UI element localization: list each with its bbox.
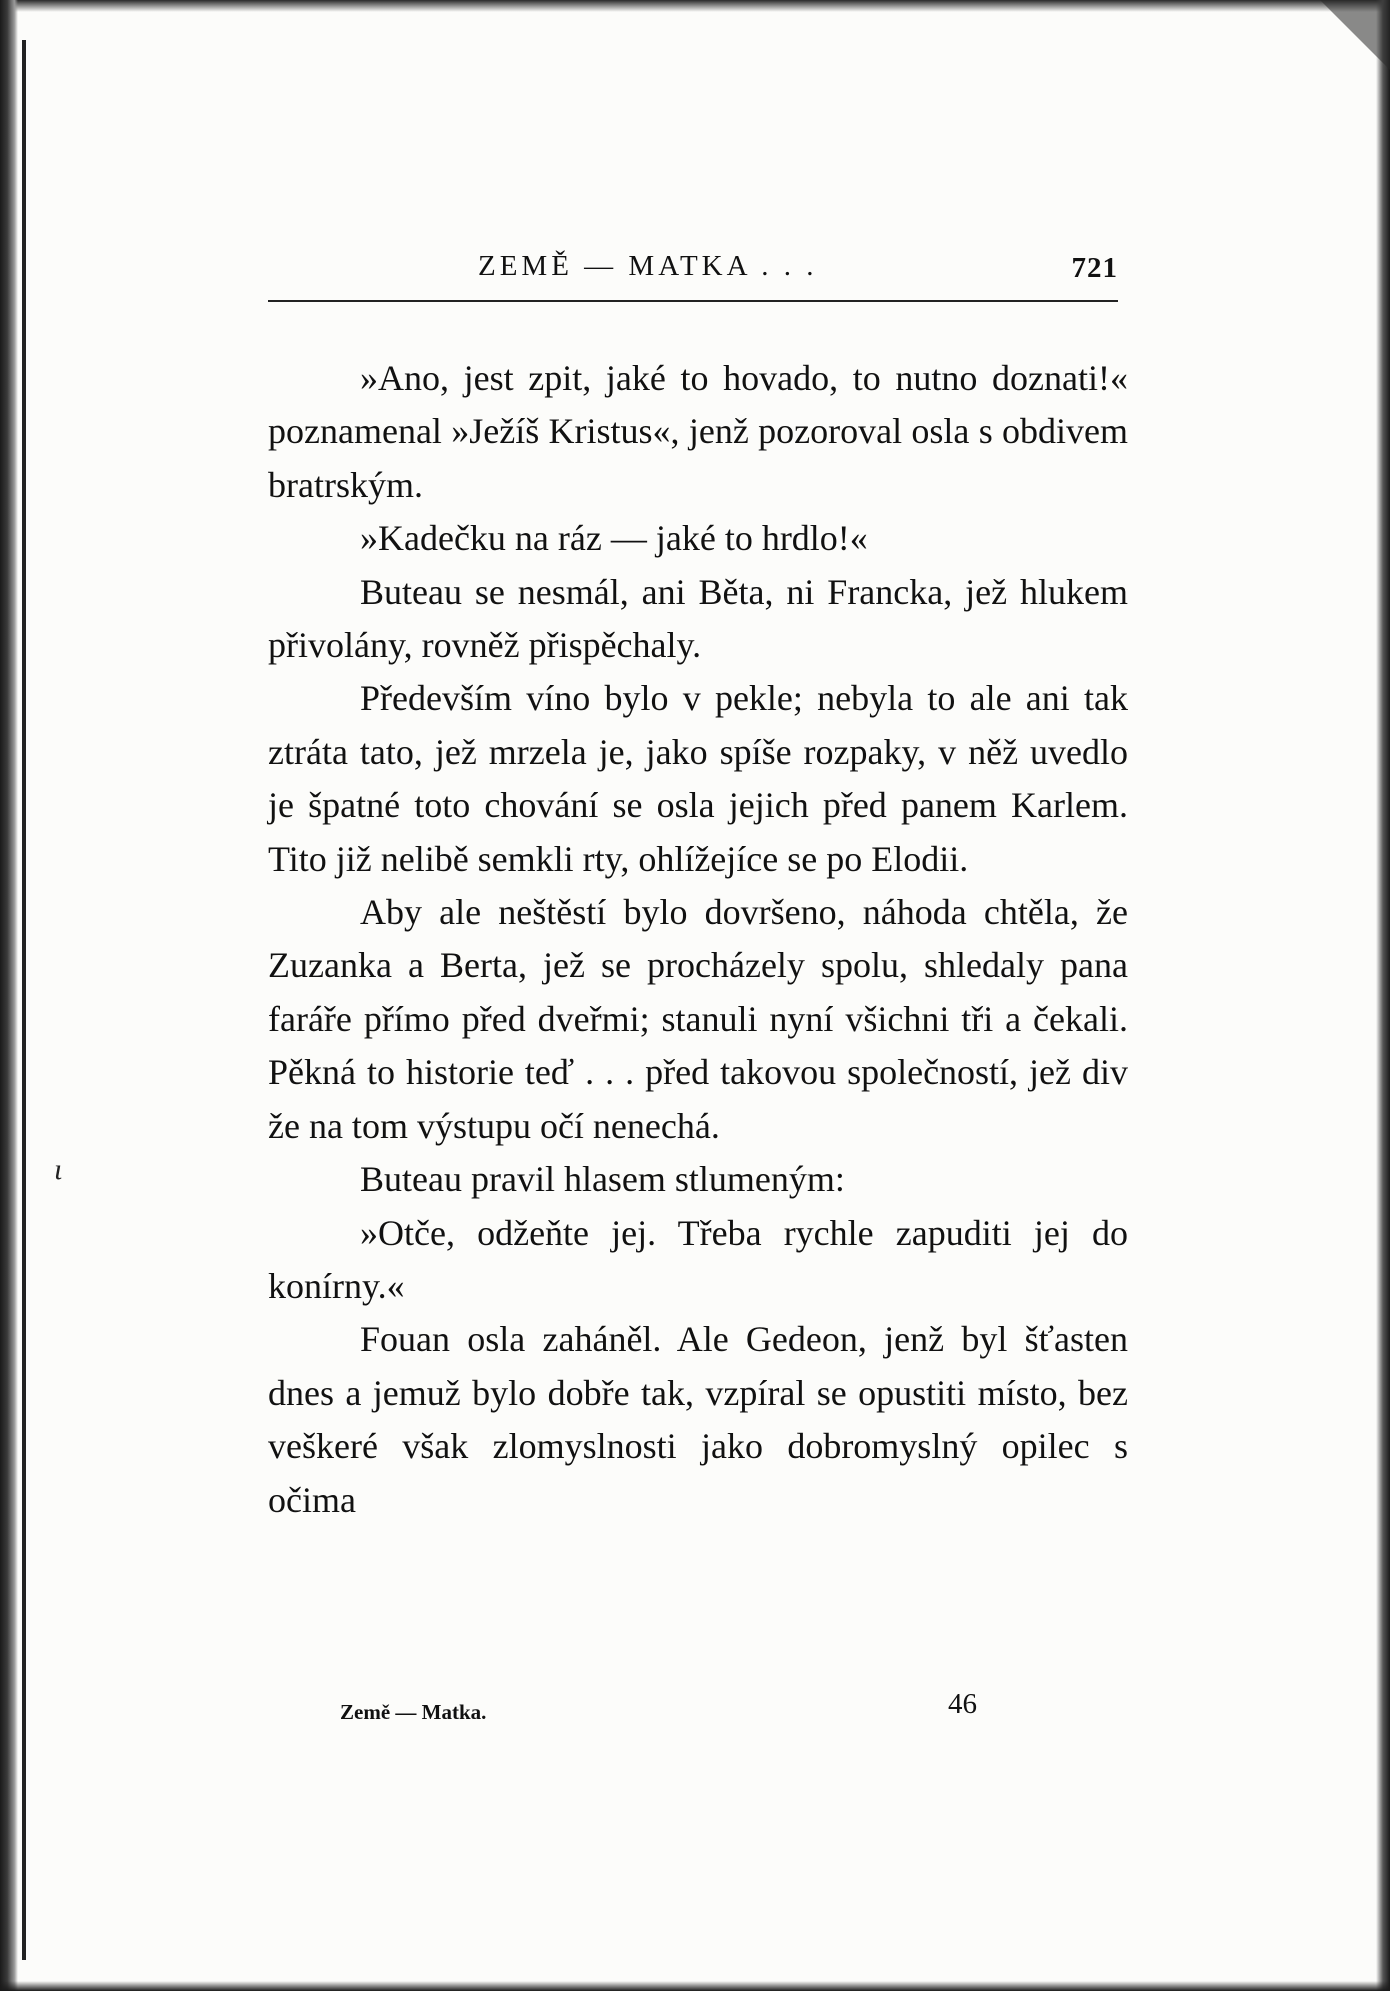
- running-title: ZEMĚ — MATKA . . .: [478, 250, 818, 282]
- paragraph: Fouan osla zaháněl. Ale Gedeon, jenž byl šťasten dnes a jemuž bylo dobře tak, vzpíral se opustiti místo, bez veškeré však zlomyslnosti jako dobromyslný opilec s očima: [268, 1319, 1128, 1520]
- paragraph: Aby ale neštěstí bylo dovršeno, náhoda chtěla, že Zuzanka a Berta, jež se procházely spolu, shledaly pana faráře přímo před dveřmi; stanuli nyní všichni tři a čekali. Pěkná to historie teď . . . před takovou společností, jež div že na tom výstupu očí nenechá.: [268, 892, 1128, 1146]
- header-rule: [268, 300, 1118, 302]
- binding-edge-line: [22, 40, 26, 1960]
- footer-signature: Země — Matka.: [340, 1700, 487, 1724]
- paragraph: Především víno bylo v pekle; nebyla to ale ani tak ztráta tato, jež mrzela je, jako spíše rozpaky, v něž uvedlo je špatné toto chování se osla jejich před panem Karlem. Tito již nelibě semkli rty, ohlížejíce se po Elodii.: [268, 678, 1128, 879]
- paragraph: »Otče, odžeňte jej. Třeba rychle zapuditi jej do konírny.«: [268, 1212, 1128, 1306]
- page-number: 721: [1071, 252, 1118, 284]
- body-text: [268, 352, 1128, 1527]
- page-bottom-edge: [0, 1981, 1390, 1991]
- page-corner-fold: [1320, 0, 1390, 70]
- footer-signature-number: 46: [948, 1688, 977, 1720]
- running-head: [268, 250, 1118, 300]
- margin-mark: ι: [54, 1153, 63, 1186]
- paragraph: Buteau pravil hlasem stlumeným:: [360, 1159, 845, 1200]
- paragraph: »Kadečku na ráz — jaké to hrdlo!«: [360, 518, 868, 559]
- page-right-edge: [1376, 0, 1390, 1991]
- page-left-edge: [0, 0, 18, 1991]
- paragraph: Buteau se nesmál, ani Běta, ni Francka, jež hlukem přivolány, rovněž přispěchaly.: [268, 571, 1128, 666]
- paragraph: »Ano, jest zpit, jaké to hovado, to nutno doznati!« poznamenal »Ježíš Kristus«, jenž pozoroval osla s obdivem bratrským.: [268, 358, 1128, 505]
- page-top-edge: [0, 0, 1390, 12]
